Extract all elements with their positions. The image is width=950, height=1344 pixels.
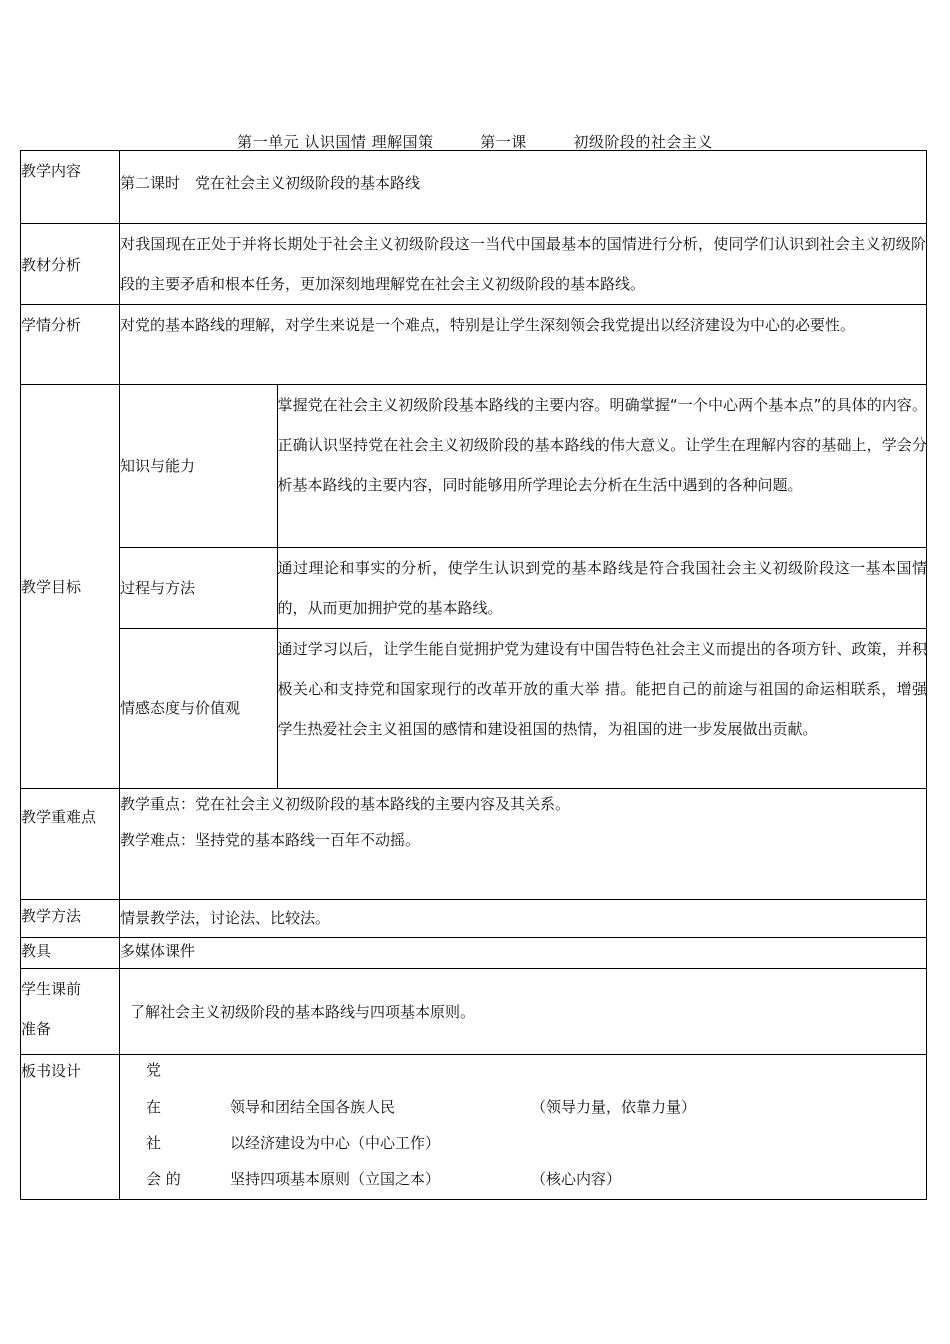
label-key-points bbox=[21, 789, 120, 900]
goal-row-knowledge bbox=[120, 385, 927, 547]
board-line bbox=[146, 1089, 926, 1125]
row-tools bbox=[21, 938, 927, 969]
label-board: 板书设计 bbox=[21, 1055, 120, 1200]
value-content: 第二课时 党在社会主义初级阶段的基本路线 bbox=[120, 151, 927, 224]
key-difficulty: 教学难点：坚持党的基本路线一百年不动摇。 bbox=[120, 831, 421, 849]
row-students bbox=[21, 305, 927, 385]
lesson-plan-table bbox=[20, 150, 927, 1200]
row-goals bbox=[21, 385, 927, 789]
label-prep bbox=[21, 969, 120, 1055]
value-key-points bbox=[120, 789, 927, 900]
value-tools: 多媒体课件 bbox=[120, 938, 927, 969]
value-students: 对党的基本路线的理解，对学生来说是一个难点，特别是让学生深刻领会我党提出以经济建设为中心的必要性。 bbox=[120, 305, 927, 385]
title-lesson: 第一课 bbox=[480, 133, 527, 151]
board-line-col2: 坚持四项基本原则（立国之本） bbox=[230, 1170, 441, 1188]
label-textbook: 教材分析 bbox=[21, 224, 120, 305]
board-line-col3: （领导力量，依靠力量） bbox=[531, 1098, 697, 1116]
goal-row-process bbox=[120, 547, 927, 628]
row-content bbox=[21, 151, 927, 224]
board-line-col1: 社 bbox=[146, 1134, 162, 1152]
label-content: 教学内容 bbox=[21, 151, 120, 224]
board-line-col2: 以经济建设为中心（中心工作） bbox=[230, 1134, 441, 1152]
prep-label-text: 学生课前准备 bbox=[21, 980, 82, 1038]
page-title bbox=[0, 131, 950, 152]
board-line-col1: 在 bbox=[146, 1098, 162, 1116]
board-line bbox=[146, 1125, 926, 1161]
row-prep bbox=[21, 969, 927, 1055]
goals-subtable bbox=[120, 385, 927, 788]
value-textbook: 对我国现在正处于并将长期处于社会主义初级阶段这一当代中国最基本的国情进行分析，使同学们认识到社会主义初级阶段的主要矛盾和根本任务，更加深刻地理解党在社会主义初级阶段的基本路线。 bbox=[120, 224, 927, 305]
goal-label-process: 过程与方法 bbox=[120, 547, 277, 628]
title-topic: 初级阶段的社会主义 bbox=[573, 133, 713, 151]
goal-value-attitude: 通过学习以后，让学生能自觉拥护党为建设有中国告特色社会主义而提出的各项方针、政策，并积极关心和支持党和国家现行的改革开放的重大举 措。能把自己的前途与祖国的命运相联系，增强学生热爱社会主义祖国的感情和建设祖国的热情，为祖国的进一步发展做出贡献。 bbox=[277, 639, 927, 738]
goal-value-knowledge: 掌握党在社会主义初级阶段基本路线的主要内容。明确掌握“一个中心两个基本点”的具体的内容。正确认识坚持党在社会主义初级阶段的基本路线的伟大意义。让学生在理解内容的基础上，学会分析基本路线的主要内容，同时能够用所学理论去分析在生活中遇到的各种问题。 bbox=[277, 385, 927, 547]
goal-label-knowledge: 知识与能力 bbox=[120, 385, 277, 547]
value-prep: 了解社会主义初级阶段的基本路线与四项基本原则。 bbox=[120, 969, 927, 1055]
row-board bbox=[21, 1055, 927, 1200]
label-methods: 教学方法 bbox=[21, 900, 120, 938]
goal-row-attitude bbox=[120, 628, 927, 788]
row-methods bbox=[21, 900, 927, 938]
board-line-col1: 党 bbox=[146, 1061, 162, 1079]
value-methods: 情景教学法，讨论法、比较法。 bbox=[120, 900, 927, 938]
board-line-col3: （核心内容） bbox=[531, 1170, 622, 1188]
row-key-points bbox=[21, 789, 927, 900]
board-line-col2: 领导和团结全国各族人民 bbox=[230, 1098, 396, 1116]
label-students: 学情分析 bbox=[21, 305, 120, 385]
row-textbook bbox=[21, 224, 927, 305]
board-line bbox=[146, 1161, 926, 1197]
value-board bbox=[120, 1055, 927, 1200]
board-line bbox=[146, 1055, 926, 1089]
board-line-col1: 会 的 bbox=[146, 1170, 181, 1188]
key-points-label-text: 教学重难点 bbox=[21, 808, 97, 826]
key-focus: 教学重点：党在社会主义初级阶段的基本路线的主要内容及其关系。 bbox=[120, 795, 571, 813]
board-lines bbox=[146, 1055, 926, 1197]
title-unit: 第一单元 认识国情 理解国策 bbox=[237, 133, 434, 151]
goal-label-attitude: 情感态度与价值观 bbox=[120, 628, 277, 788]
label-tools: 教具 bbox=[21, 938, 120, 969]
label-goals: 教学目标 bbox=[21, 385, 120, 789]
goal-value-process: 通过理论和事实的分析，使学生认识到党的基本路线是符合我国社会主义初级阶段这一基本国情的，从而更加拥护党的基本路线。 bbox=[277, 547, 927, 628]
